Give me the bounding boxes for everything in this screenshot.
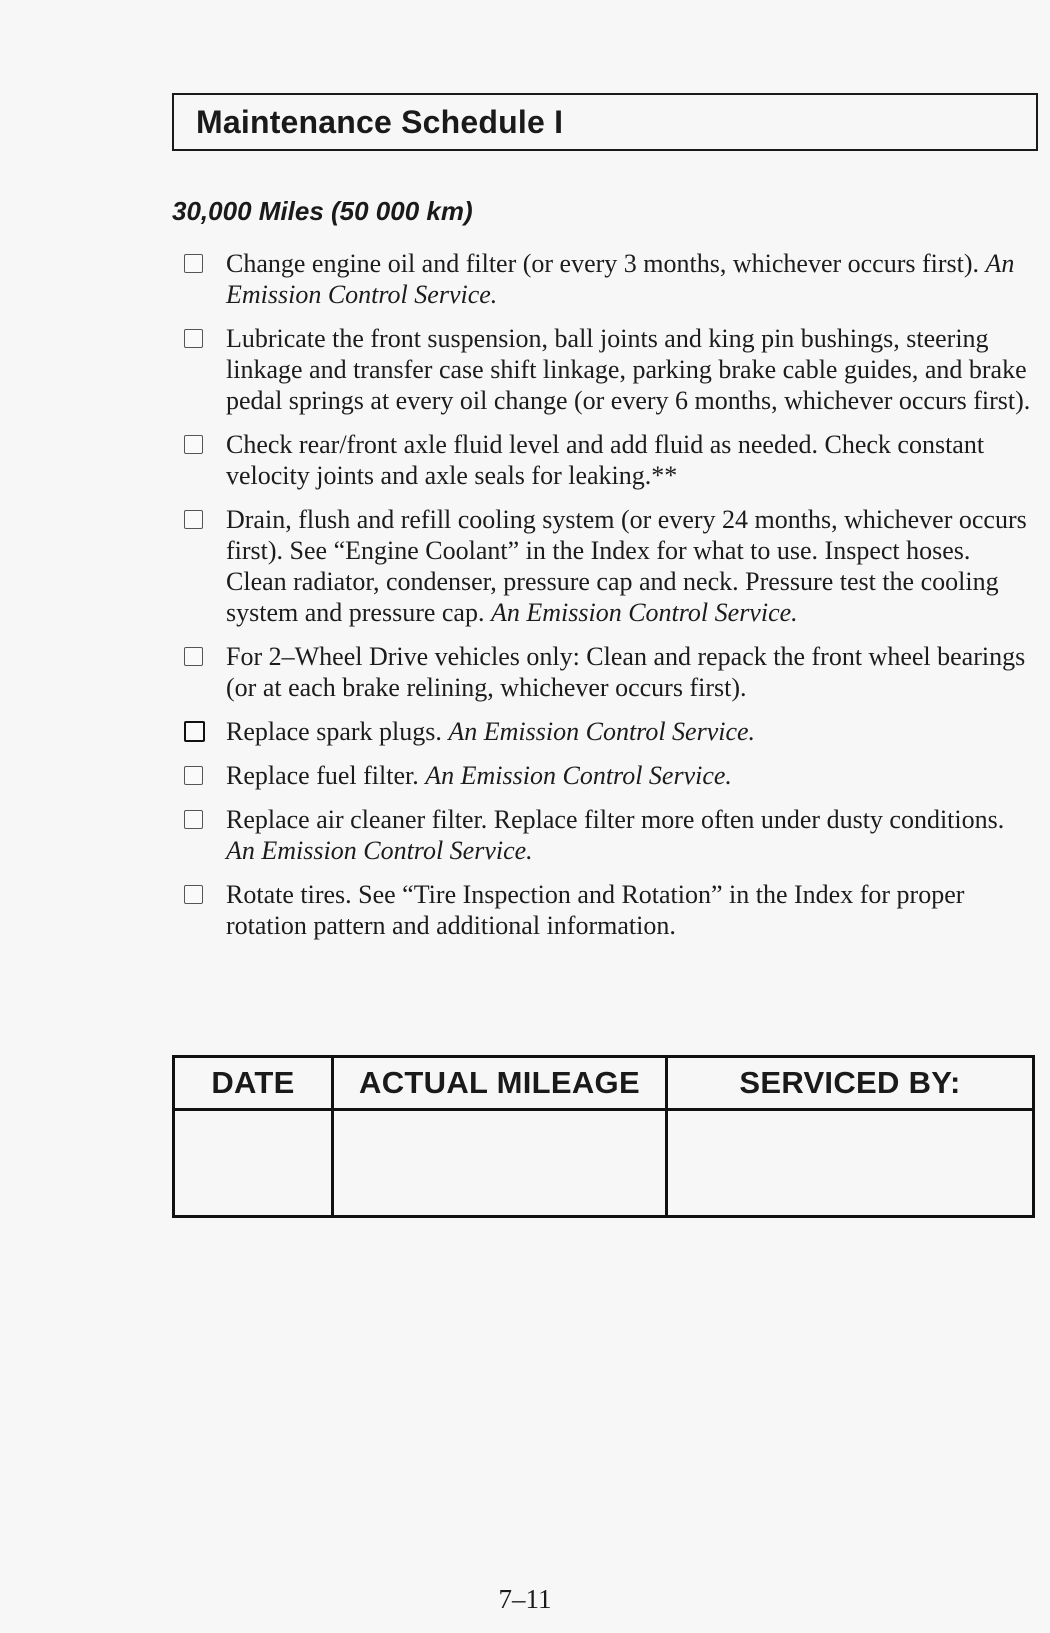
checklist-item xyxy=(184,323,1034,416)
checklist-item xyxy=(184,879,1034,941)
checkbox-icon[interactable] xyxy=(184,510,203,529)
emission-note: An Emission Control Service. xyxy=(448,717,756,746)
checklist-item xyxy=(184,248,1034,310)
page-title-box xyxy=(172,93,1038,151)
actual-mileage-cell[interactable] xyxy=(333,1110,667,1217)
checkbox-icon[interactable] xyxy=(184,766,203,785)
checkbox-icon[interactable] xyxy=(184,721,205,742)
section-heading: 30,000 Miles (50 000 km) xyxy=(172,196,473,226)
table-row xyxy=(174,1110,1034,1217)
checklist-item-text: Replace fuel filter. An Emission Control Service. xyxy=(226,761,732,790)
checkbox-icon[interactable] xyxy=(184,254,203,273)
checklist-item-text: For 2–Wheel Drive vehicles only: Clean and repack the front wheel bearings (or at each brake relining, whichever occurs first). xyxy=(226,642,1026,702)
emission-note: An Emission Control Service. xyxy=(490,598,798,627)
table-header-row xyxy=(174,1057,1034,1110)
checkbox-icon[interactable] xyxy=(184,435,203,454)
checkbox-icon[interactable] xyxy=(184,647,203,666)
checklist-item-text: Replace spark plugs. An Emission Control Service. xyxy=(226,717,756,746)
checklist-item-text: Replace air cleaner filter. Replace filter more often under dusty conditions. An Emission Control Service. xyxy=(226,805,1005,865)
checklist-item xyxy=(184,429,1034,491)
checklist-item xyxy=(184,760,1034,791)
checkbox-icon[interactable] xyxy=(184,885,203,904)
checklist-item xyxy=(184,504,1034,628)
emission-note: An Emission Control Service. xyxy=(226,249,1015,309)
date-header: DATE xyxy=(174,1057,333,1110)
actual-mileage-header: ACTUAL MILEAGE xyxy=(333,1057,667,1110)
checkbox-icon[interactable] xyxy=(184,329,203,348)
page-title: Maintenance Schedule I xyxy=(196,103,564,140)
serviced-by-cell[interactable] xyxy=(667,1110,1034,1217)
service-record-table xyxy=(172,1055,1035,1218)
emission-note: An Emission Control Service. xyxy=(425,761,732,790)
serviced-by-header: SERVICED BY: xyxy=(667,1057,1034,1110)
page-number: 7–11 xyxy=(498,1584,552,1614)
checklist-item-text: Rotate tires. See “Tire Inspection and Rotation” in the Index for proper rotation pattern and additional information. xyxy=(226,880,965,940)
date-cell[interactable] xyxy=(174,1110,333,1217)
checklist-item-text: Drain, flush and refill cooling system (or every 24 months, whichever occurs first). See “Engine Coolant” in the Index for what to use. Inspect hoses. Clean radiator, condenser, pressure cap and neck. Pressure test the cooling system and pressure cap. An Emission Control Service. xyxy=(226,505,1027,627)
checklist-item xyxy=(184,641,1034,703)
maintenance-checklist xyxy=(184,248,1034,954)
checklist-item xyxy=(184,716,1034,747)
checklist-item xyxy=(184,804,1034,866)
emission-note: An Emission Control Service. xyxy=(226,836,533,865)
checkbox-icon[interactable] xyxy=(184,810,203,829)
checklist-item-text: Change engine oil and filter (or every 3 months, whichever occurs first). An Emission Control Service. xyxy=(226,249,1015,309)
checklist-item-text: Lubricate the front suspension, ball joints and king pin bushings, steering linkage and transfer case shift linkage, parking brake cable guides, and brake pedal springs at every oil change (or every 6 months, whichever occurs first). xyxy=(226,324,1031,415)
checklist-item-text: Check rear/front axle fluid level and add fluid as needed. Check constant velocity joints and axle seals for leaking.** xyxy=(226,430,985,490)
